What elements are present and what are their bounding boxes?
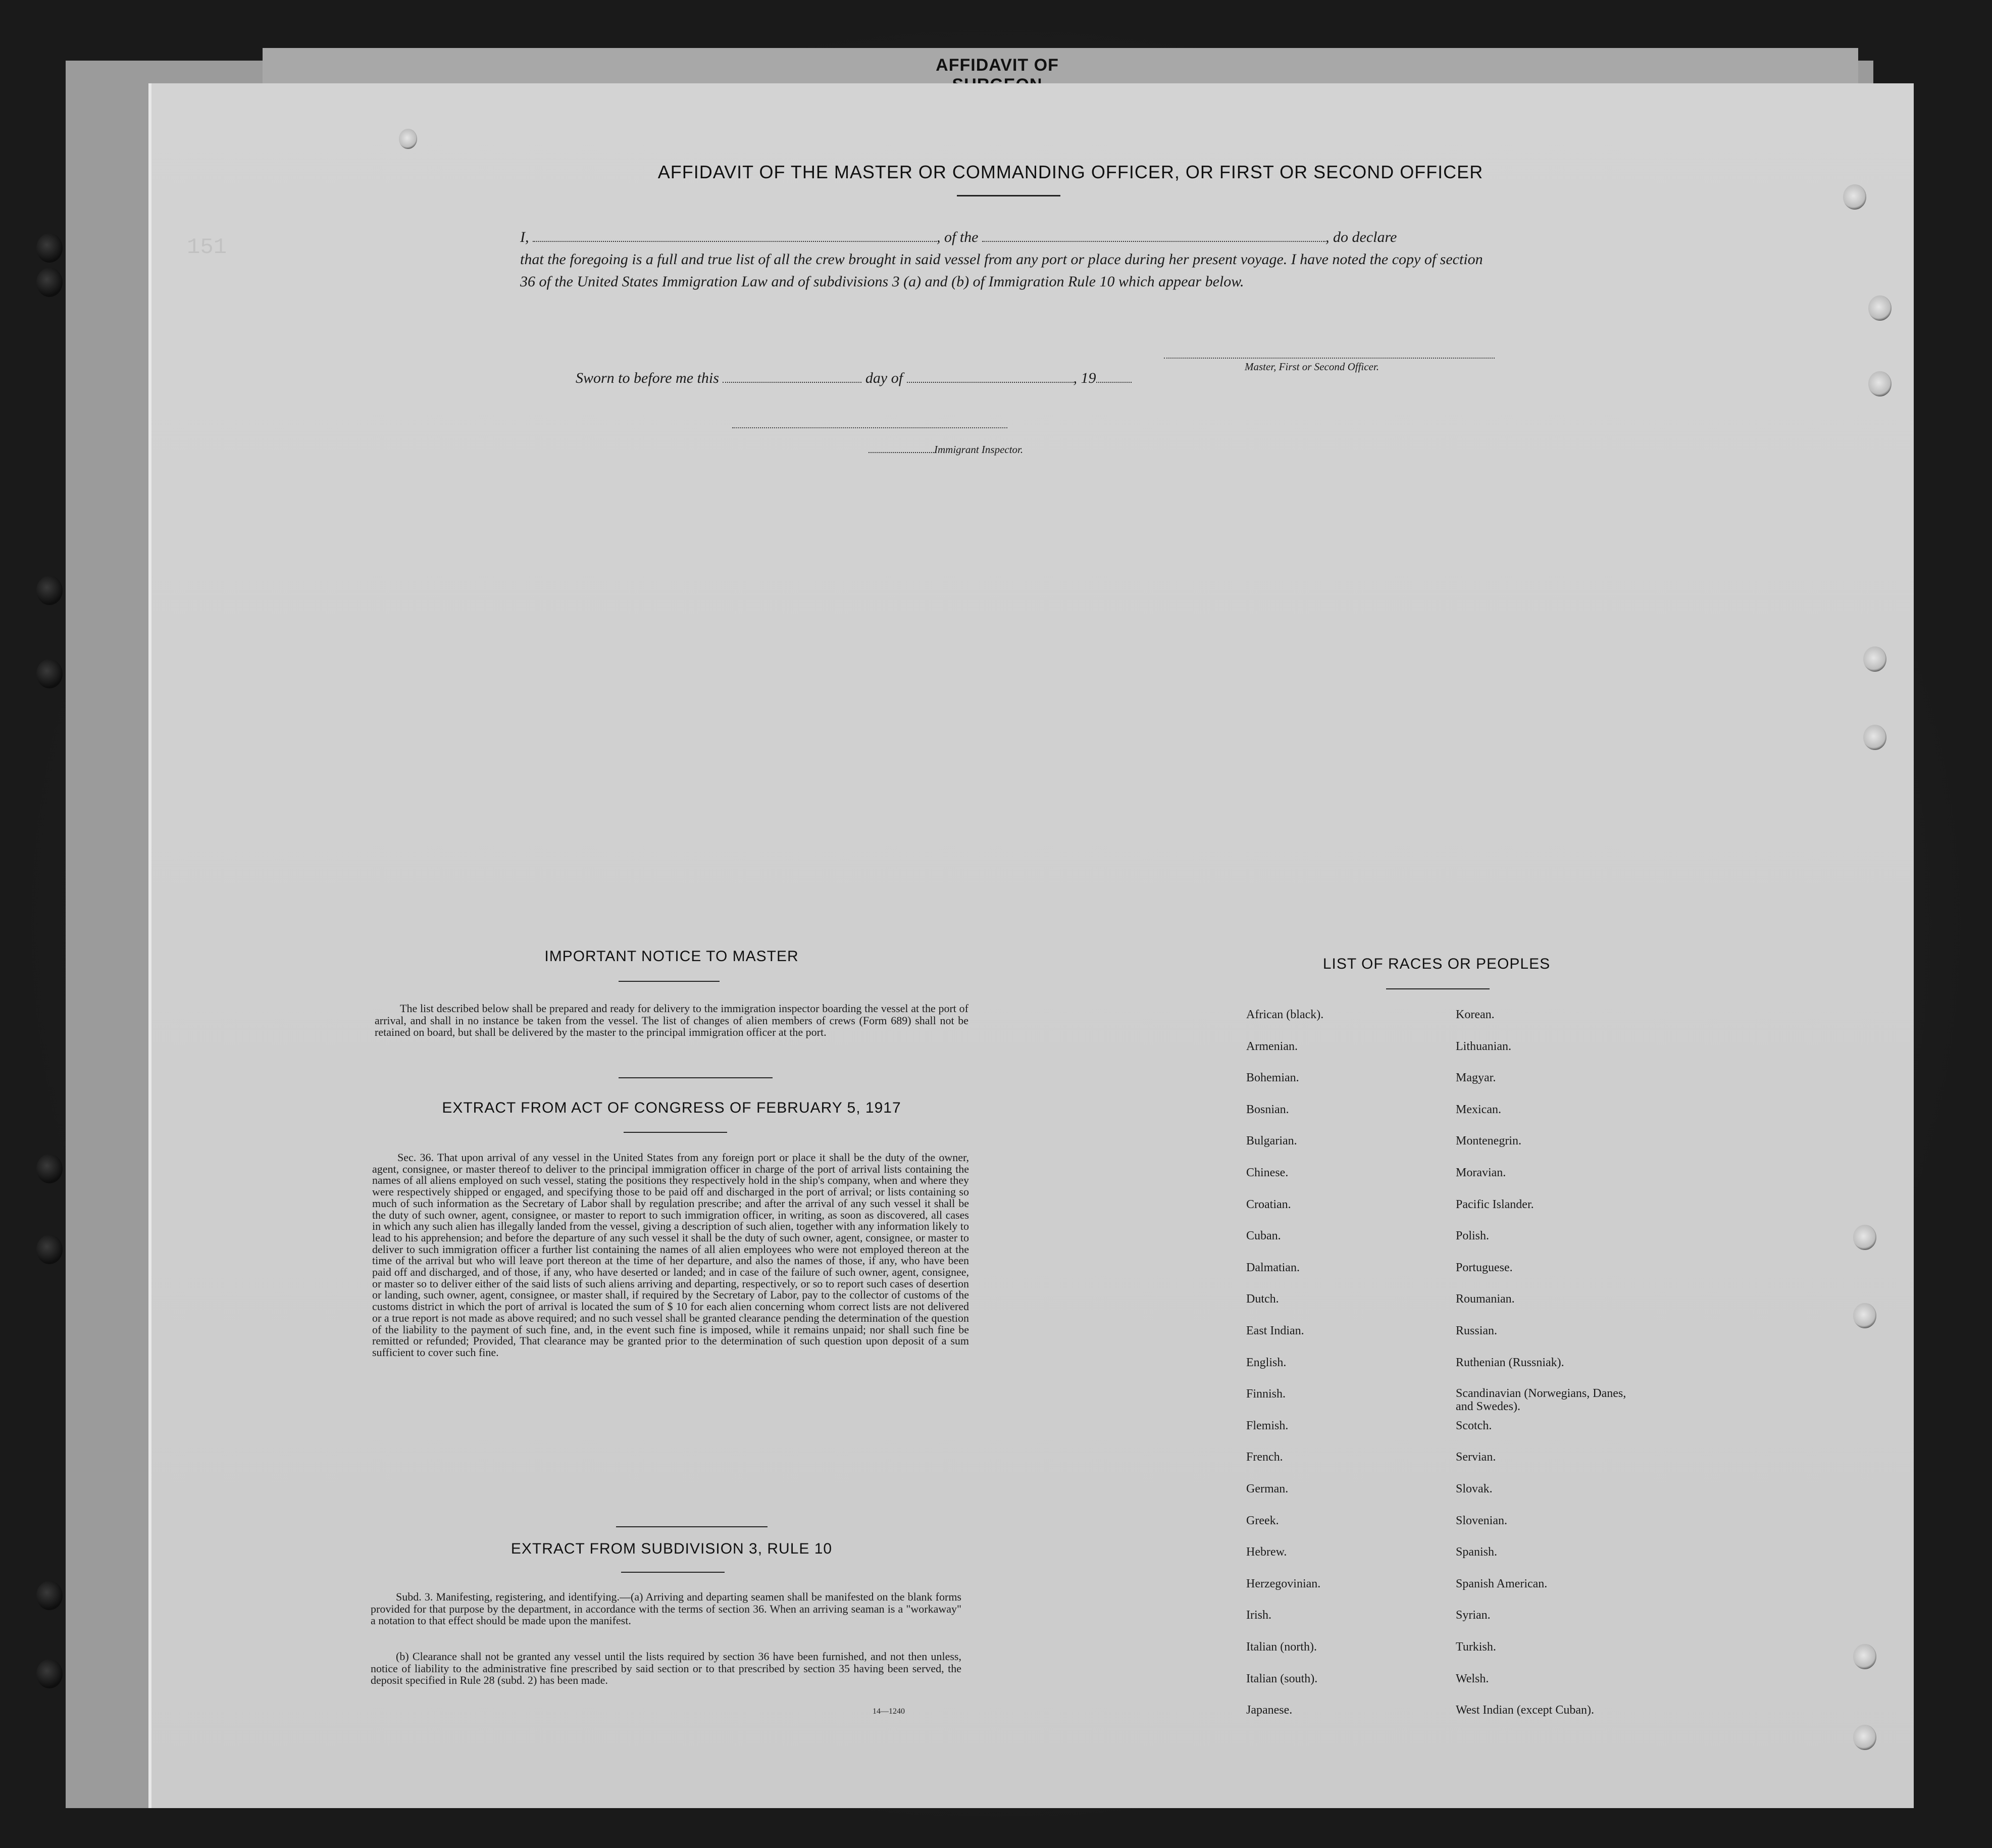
- form-number: 14—1240: [873, 1707, 905, 1716]
- act-text: [372, 1152, 969, 1359]
- declaration-do-declare: , do declare: [1325, 229, 1397, 245]
- rule-text-a-body: Subd. 3. Manifesting, registering, and identifying.—(a) Arriving and departing seamen shall be manifested on the blank forms provided for that purpose by the department, in accordance with the terms of section 36. When an arriving seaman is a "workaway" a notation to that effect should be made upon the manifest.: [371, 1590, 961, 1627]
- sworn-label: Sworn to before me this: [576, 370, 719, 386]
- race-item: Mexican.: [1456, 1103, 1501, 1116]
- race-item: Moravian.: [1456, 1166, 1506, 1179]
- punch-hole-icon: [1863, 725, 1886, 750]
- punch-hole-icon: [36, 268, 63, 297]
- notice-text-body: The list described below shall be prepared and ready for delivery to the immigration inspector boarding the vessel at the port of arrival, and shall in no instance be taken from the vessel. The list of changes of alien members of crews (Form 689) shall not be retained on board, but shall be delivered by the master to the principal immigration officer at the port.: [375, 1002, 968, 1038]
- punch-hole-icon: [1853, 1303, 1876, 1328]
- race-item: Bohemian.: [1246, 1071, 1299, 1085]
- rule-rule: [621, 1572, 725, 1573]
- race-item: Cuban.: [1246, 1229, 1281, 1243]
- race-item: English.: [1246, 1356, 1287, 1369]
- race-item: Croatian.: [1246, 1197, 1291, 1211]
- race-item: Portuguese.: [1456, 1261, 1513, 1274]
- year-blank[interactable]: [1096, 371, 1132, 383]
- margin-number: 151: [187, 235, 227, 260]
- race-item: Spanish American.: [1456, 1577, 1548, 1590]
- punch-hole-icon: [36, 1659, 63, 1688]
- race-item: Armenian.: [1246, 1039, 1298, 1053]
- punch-hole-icon: [1868, 371, 1892, 396]
- race-item: Bulgarian.: [1246, 1134, 1297, 1148]
- name-blank[interactable]: [533, 228, 937, 242]
- race-item: African (black).: [1246, 1008, 1324, 1021]
- race-item: Flemish.: [1246, 1419, 1289, 1432]
- punch-hole-icon: [36, 1154, 63, 1183]
- punch-hole-icon: [36, 576, 63, 605]
- punch-hole-icon: [1843, 184, 1866, 210]
- race-item: Roumanian.: [1456, 1292, 1515, 1306]
- punch-hole-icon: [36, 233, 63, 263]
- race-item: Scotch.: [1456, 1419, 1492, 1432]
- race-item: Herzegovinian.: [1246, 1577, 1321, 1590]
- punch-hole-icon: [36, 1581, 63, 1610]
- act-title: EXTRACT FROM ACT OF CONGRESS OF FEBRUARY 5, 1917: [442, 1100, 901, 1116]
- sworn-statement: [576, 370, 1132, 387]
- race-item: Spanish.: [1456, 1545, 1498, 1559]
- race-item: Hebrew.: [1246, 1545, 1287, 1559]
- race-item: Servian.: [1456, 1451, 1496, 1464]
- day-of-label: day of: [865, 370, 903, 386]
- act-text-body: Sec. 36. That upon arrival of any vessel in the United States from any foreign port or place it shall be the duty of the owner, agent, consignee, or master thereof to deliver to the principal immigration officer in charge of the port of arrival lists containing the names of all aliens employed on such vessel, stating the positions they respectively hold in the ship's company, when and where they were respectively shipped or engaged, and specifying those to be paid off and discharged in the port of arrival; or lists containing so much of such information as the Secretary of Labor shall by regulation prescribe; and after the arrival of any such vessel it shall be the duty of such owner, agent, consignee, or master to report to such immigration officer, in writing, as soon as discovered, all cases in which any such alien has illegally landed from the vessel, giving a description of such alien, together with any information likely to lead to his apprehension; and before the departure of any such vessel it shall be the duty of such owner, agent, consignee, or master to deliver to such immigration officer a further list containing the names of all alien employees who were not employed thereon at the time of the arrival but who will leave port thereon at the time of her departure, and also the names of those, if any, who have been paid off and discharged, and of those, if any, who have deserted or landed; and in case of the failure of such owner, agent, consignee, or master so to deliver either of the said lists of such aliens arriving and departing, respectively, or so to report such cases of desertion or landing, such owner, agent, consignee, or master shall, if required by the Secretary of Labor, pay to the collector of customs of the customs district in which the port of arrival is located the sum of $ 10 for each alien concerning whom correct lists are not delivered or a true report is not made as above required; and no such vessel shall be granted clearance pending the determination of the question of the liability to the payment of such fine, and, in the event such fine is imposed, while it remains unpaid; nor shall such fine be remitted or refunded; Provided, That clearance may be granted prior to the determination of such question upon deposit of a sum sufficient to cover such fine.: [372, 1151, 969, 1359]
- races-rule: [1386, 988, 1490, 989]
- notice-end-rule: [619, 1077, 773, 1078]
- race-item: Finnish.: [1246, 1387, 1286, 1401]
- punch-hole-icon: [1853, 1225, 1876, 1250]
- race-item: German.: [1246, 1482, 1289, 1495]
- race-item: Slovak.: [1456, 1482, 1493, 1495]
- declaration-text: that the foregoing is a full and true list of all the crew brought in said vessel from any port or place during her present voyage. I have noted the copy of section 36 of the United States Immigration Law and of subdivisions 3 (a) and (b) of Immigration Rule 10 which appear below.: [520, 251, 1483, 290]
- race-item: East Indian.: [1246, 1324, 1304, 1337]
- race-item: Ruthenian (Russniak).: [1456, 1356, 1564, 1369]
- year-label: , 19: [1073, 370, 1096, 386]
- race-item: West Indian (except Cuban).: [1456, 1704, 1594, 1717]
- race-item: Syrian.: [1456, 1609, 1491, 1622]
- declaration-block: [520, 226, 1500, 293]
- race-item: Dutch.: [1246, 1292, 1279, 1306]
- act-end-rule: [616, 1526, 768, 1527]
- declaration-of-the: , of the: [937, 229, 979, 245]
- month-blank[interactable]: [907, 371, 1074, 383]
- punch-hole-icon: [1863, 646, 1886, 672]
- race-item: Dalmatian.: [1246, 1261, 1300, 1274]
- inspector-text: Immigrant Inspector.: [934, 443, 1024, 456]
- race-item: French.: [1246, 1451, 1283, 1464]
- surgeon-affidavit-tab: AFFIDAVIT OF: [936, 56, 1059, 75]
- punch-hole-icon: [1853, 1644, 1876, 1669]
- race-item: Japanese.: [1246, 1704, 1293, 1717]
- inspector-signature-line[interactable]: [732, 427, 1007, 428]
- title-rule: [957, 195, 1060, 196]
- punch-hole-icon: [36, 659, 63, 688]
- day-blank[interactable]: [723, 371, 861, 383]
- race-item: Italian (south).: [1246, 1672, 1318, 1685]
- race-item: Montenegrin.: [1456, 1134, 1521, 1148]
- rule-title: EXTRACT FROM SUBDIVISION 3, RULE 10: [510, 1540, 833, 1557]
- race-item: Bosnian.: [1246, 1103, 1289, 1116]
- master-signature-line[interactable]: [1164, 358, 1495, 359]
- punch-hole-icon: [399, 129, 417, 149]
- race-item: Welsh.: [1456, 1672, 1489, 1685]
- notice-title: IMPORTANT NOTICE TO MASTER: [544, 948, 799, 965]
- master-signature-label: Master, First or Second Officer.: [1245, 361, 1379, 373]
- race-item: Pacific Islander.: [1456, 1197, 1534, 1211]
- race-item: Magyar.: [1456, 1071, 1496, 1085]
- rule-text-a: [371, 1591, 961, 1627]
- race-item: Turkish.: [1456, 1640, 1496, 1654]
- punch-hole-icon: [36, 1235, 63, 1264]
- race-item: Russian.: [1456, 1324, 1498, 1337]
- race-item: Polish.: [1456, 1229, 1490, 1243]
- punch-hole-icon: [1868, 295, 1892, 321]
- race-item: Scandinavian (Norwegians, Danes, and Swedes).: [1456, 1387, 1626, 1414]
- vessel-blank[interactable]: [982, 228, 1325, 242]
- race-item: Italian (north).: [1246, 1640, 1317, 1654]
- notice-text: [375, 1003, 968, 1038]
- race-item: Irish.: [1246, 1609, 1271, 1622]
- notice-rule: [619, 981, 720, 982]
- races-title: LIST OF RACES OR PEOPLES: [1322, 956, 1551, 972]
- race-item: Greek.: [1246, 1514, 1279, 1527]
- act-rule: [624, 1132, 727, 1133]
- affidavit-title: AFFIDAVIT OF THE MASTER OR COMMANDING OFFICER, OR FIRST OR SECOND OFFICER: [657, 162, 1484, 182]
- declaration-i: I,: [520, 229, 529, 245]
- race-item: Slovenian.: [1456, 1514, 1507, 1527]
- race-item: Lithuanian.: [1456, 1039, 1511, 1053]
- punch-hole-icon: [1853, 1725, 1876, 1750]
- rule-text-b: [371, 1651, 961, 1686]
- race-item: Chinese.: [1246, 1166, 1289, 1179]
- inspector-label: [869, 443, 1023, 456]
- rule-text-b-body: (b) Clearance shall not be granted any vessel until the lists required by section 36 have been furnished, and not then unless, notice of liability to the administrative fine prescribed by said section or to that prescribed by section 35 having been served, the deposit specified in Rule 28 (subd. 2) has been made.: [371, 1650, 961, 1686]
- race-item: Korean.: [1456, 1008, 1495, 1021]
